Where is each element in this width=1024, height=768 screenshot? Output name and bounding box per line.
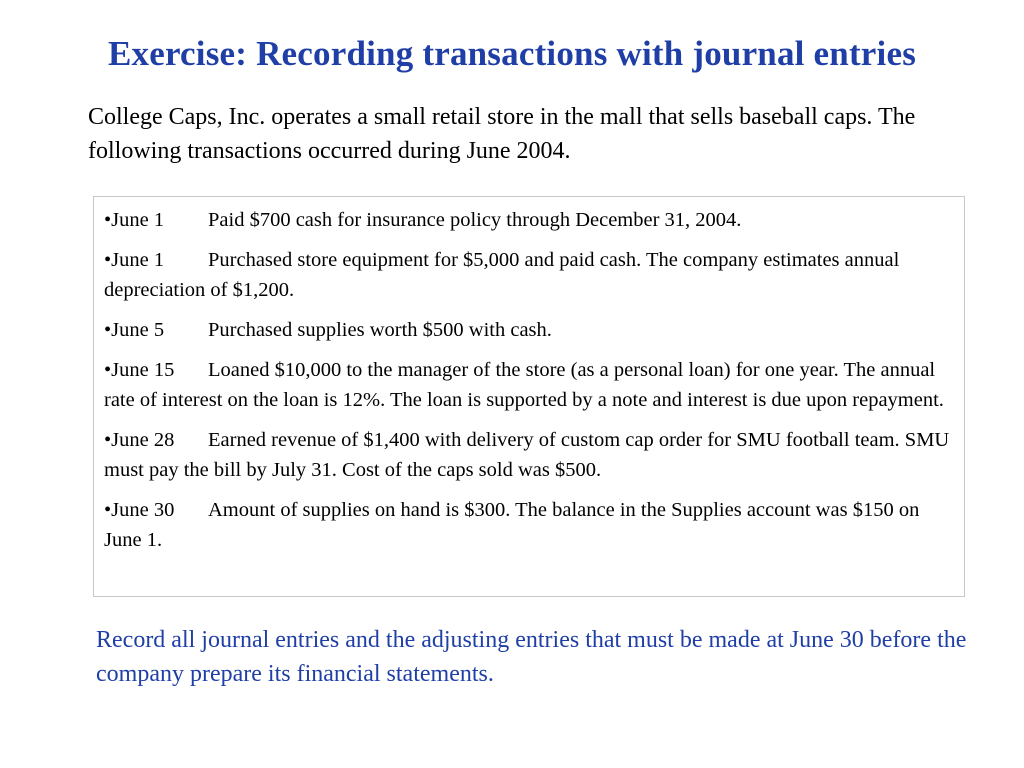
transaction-text: Purchased supplies worth $500 with cash. [208, 319, 552, 341]
transaction-text: Loaned $10,000 to the manager of the store (as a personal loan) for one year. The annual rate of interest on the loan is 12%. The loan is supported by a note and interest is due upon repayment. [104, 359, 944, 411]
transaction-date: •June 15 [104, 359, 175, 381]
transaction-item [104, 245, 954, 305]
transaction-text: Purchased store equipment for $5,000 and paid cash. The company estimates annual depreciation of $1,200. [104, 249, 900, 301]
transaction-text: Amount of supplies on hand is $300. The balance in the Supplies account was $150 on June 1. [104, 499, 920, 551]
transaction-date: •June 5 [104, 319, 165, 341]
transaction-date: •June 30 [104, 499, 175, 521]
instruction-paragraph: Record all journal entries and the adjusting entries that must be made at June 30 before the company prepare its financial statements. [96, 627, 967, 687]
slide-title: Exercise: Recording transactions with journal entries [107, 34, 917, 73]
transaction-date: •June 28 [104, 429, 175, 451]
transaction-item [104, 425, 954, 485]
transaction-item [104, 495, 954, 555]
transactions-box [93, 196, 965, 597]
transaction-item [104, 355, 954, 415]
transaction-text: Paid $700 cash for insurance policy through December 31, 2004. [208, 209, 742, 231]
transaction-date: •June 1 [104, 249, 165, 271]
intro-paragraph: College Caps, Inc. operates a small retail store in the mall that sells baseball caps. The following transactions occurred during June 2004. [88, 104, 916, 164]
transaction-text: Earned revenue of $1,400 with delivery of custom cap order for SMU football team. SMU must pay the bill by July 31. Cost of the caps sold was $500. [104, 429, 950, 481]
transaction-item [104, 205, 954, 235]
transaction-item [104, 315, 954, 345]
transaction-date: •June 1 [104, 209, 165, 231]
